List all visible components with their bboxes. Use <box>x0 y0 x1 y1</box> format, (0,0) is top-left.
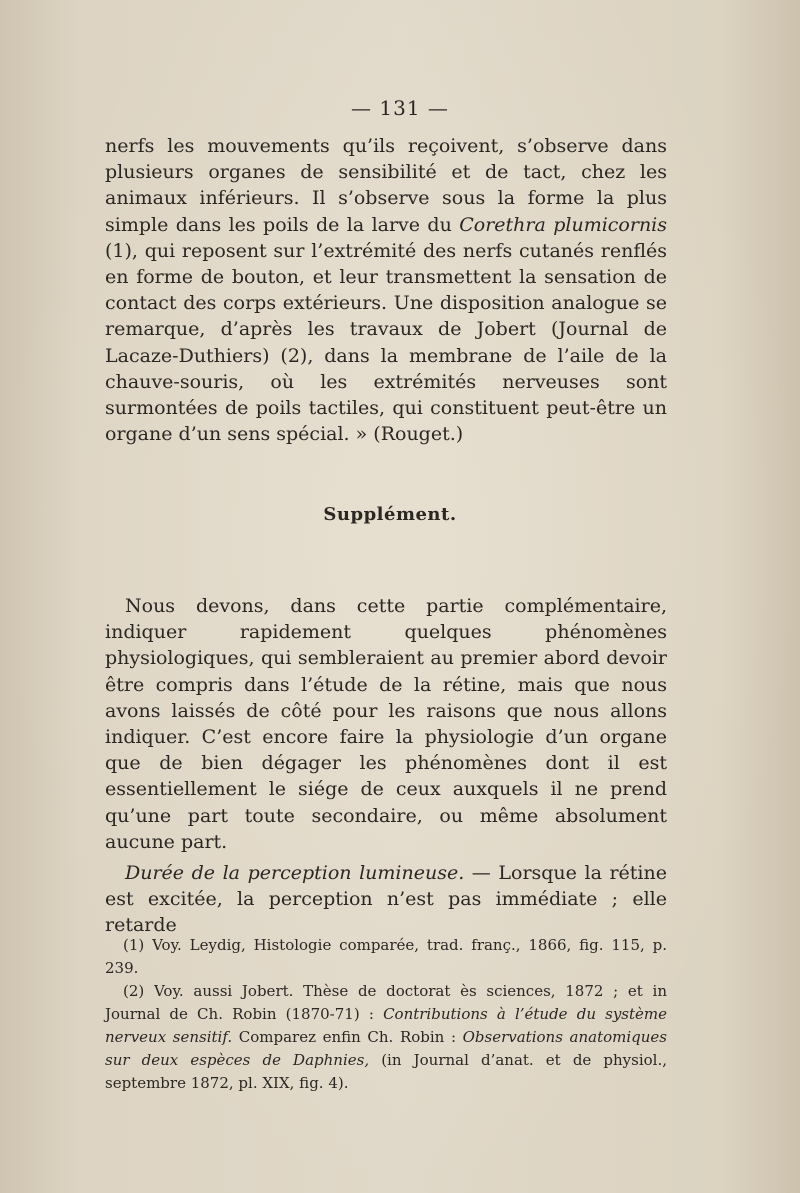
paragraph-3 <box>105 860 667 939</box>
footnote-2-title-b: Observations anatomiques sur deux espèces de Daphnies, <box>105 1028 667 1069</box>
paragraph-1-text-b: (1), qui reposent sur l’extrémité des nerfs cutanés renflés en forme de bouton, et leur transmettent la sensation de contact des corps extérieurs. Une disposition analogue se remarque, d’après les travaux de Jobert (Journal de Lacaze-Duthiers) (2), dans la membrane de l’aile de la chauve-souris, où les extrémités nerveuses sont surmontées de poils tactiles, qui constituent peut-être un organe d’un sens spécial. » (Rouget.) <box>105 239 667 446</box>
footnote-1: (1) Voy. Leydig, Histologie comparée, trad. franç., 1866, fig. 115, p. 239. <box>105 936 667 977</box>
footnote-2-text-c: (in Journal d’anat. et de physiol., septembre 1872, pl. XIX, fig. 4). <box>105 1051 667 1092</box>
paragraph-2: Nous devons, dans cette partie complémentaire, indiquer rapidement quelques phénomènes physiologiques, qui sembleraient au premier abord devoir être compris dans l’étude de la rétine, mais que nous avons laissés de côté pour les raisons que nous allons indiquer. C’est encore faire la physiologie d’un organe que de bien dégager les phénomènes dont il est essentiellement le siége de ceux auxquels il ne prend qu’une part toute secondaire, ou même absolument aucune part. <box>105 595 667 853</box>
footnote-2-text-a: (2) Voy. aussi Jobert. Thèse de doctorat ès sciences, 1872 ; et in Journal de Ch. Robin (1870-71) : <box>105 982 667 1023</box>
section-heading: Supplément. <box>323 504 457 525</box>
footnote-2-title-a: Contributions à l’étude du système nerveux sensitif. <box>105 1005 668 1046</box>
paragraph-1 <box>105 133 667 447</box>
footnote-2 <box>105 980 667 1095</box>
footnotes <box>105 934 667 1095</box>
subsection-title: Durée de la perception lumineuse. <box>125 862 465 884</box>
supplement-intro <box>105 593 667 855</box>
paragraph-1-text-a: nerfs les mouvements qu’ils reçoivent, s’observe dans plusieurs organes de sensibilité et de tact, chez les animaux inférieurs. Il s’observe sous la forme la plus simple dans les poils de la larve du <box>105 135 667 236</box>
footnote-2-text-b: Comparez enfin Ch. Robin : <box>232 1028 463 1046</box>
paragraph-continuation <box>105 133 667 447</box>
duration-paragraph <box>105 860 667 939</box>
page-number: — 131 — <box>351 96 449 120</box>
species-name: Corethra plumicornis <box>459 213 668 236</box>
paragraph-3-text: — Lorsque la rétine est excitée, la perception n’est pas immédiate ; elle retarde <box>105 862 667 937</box>
